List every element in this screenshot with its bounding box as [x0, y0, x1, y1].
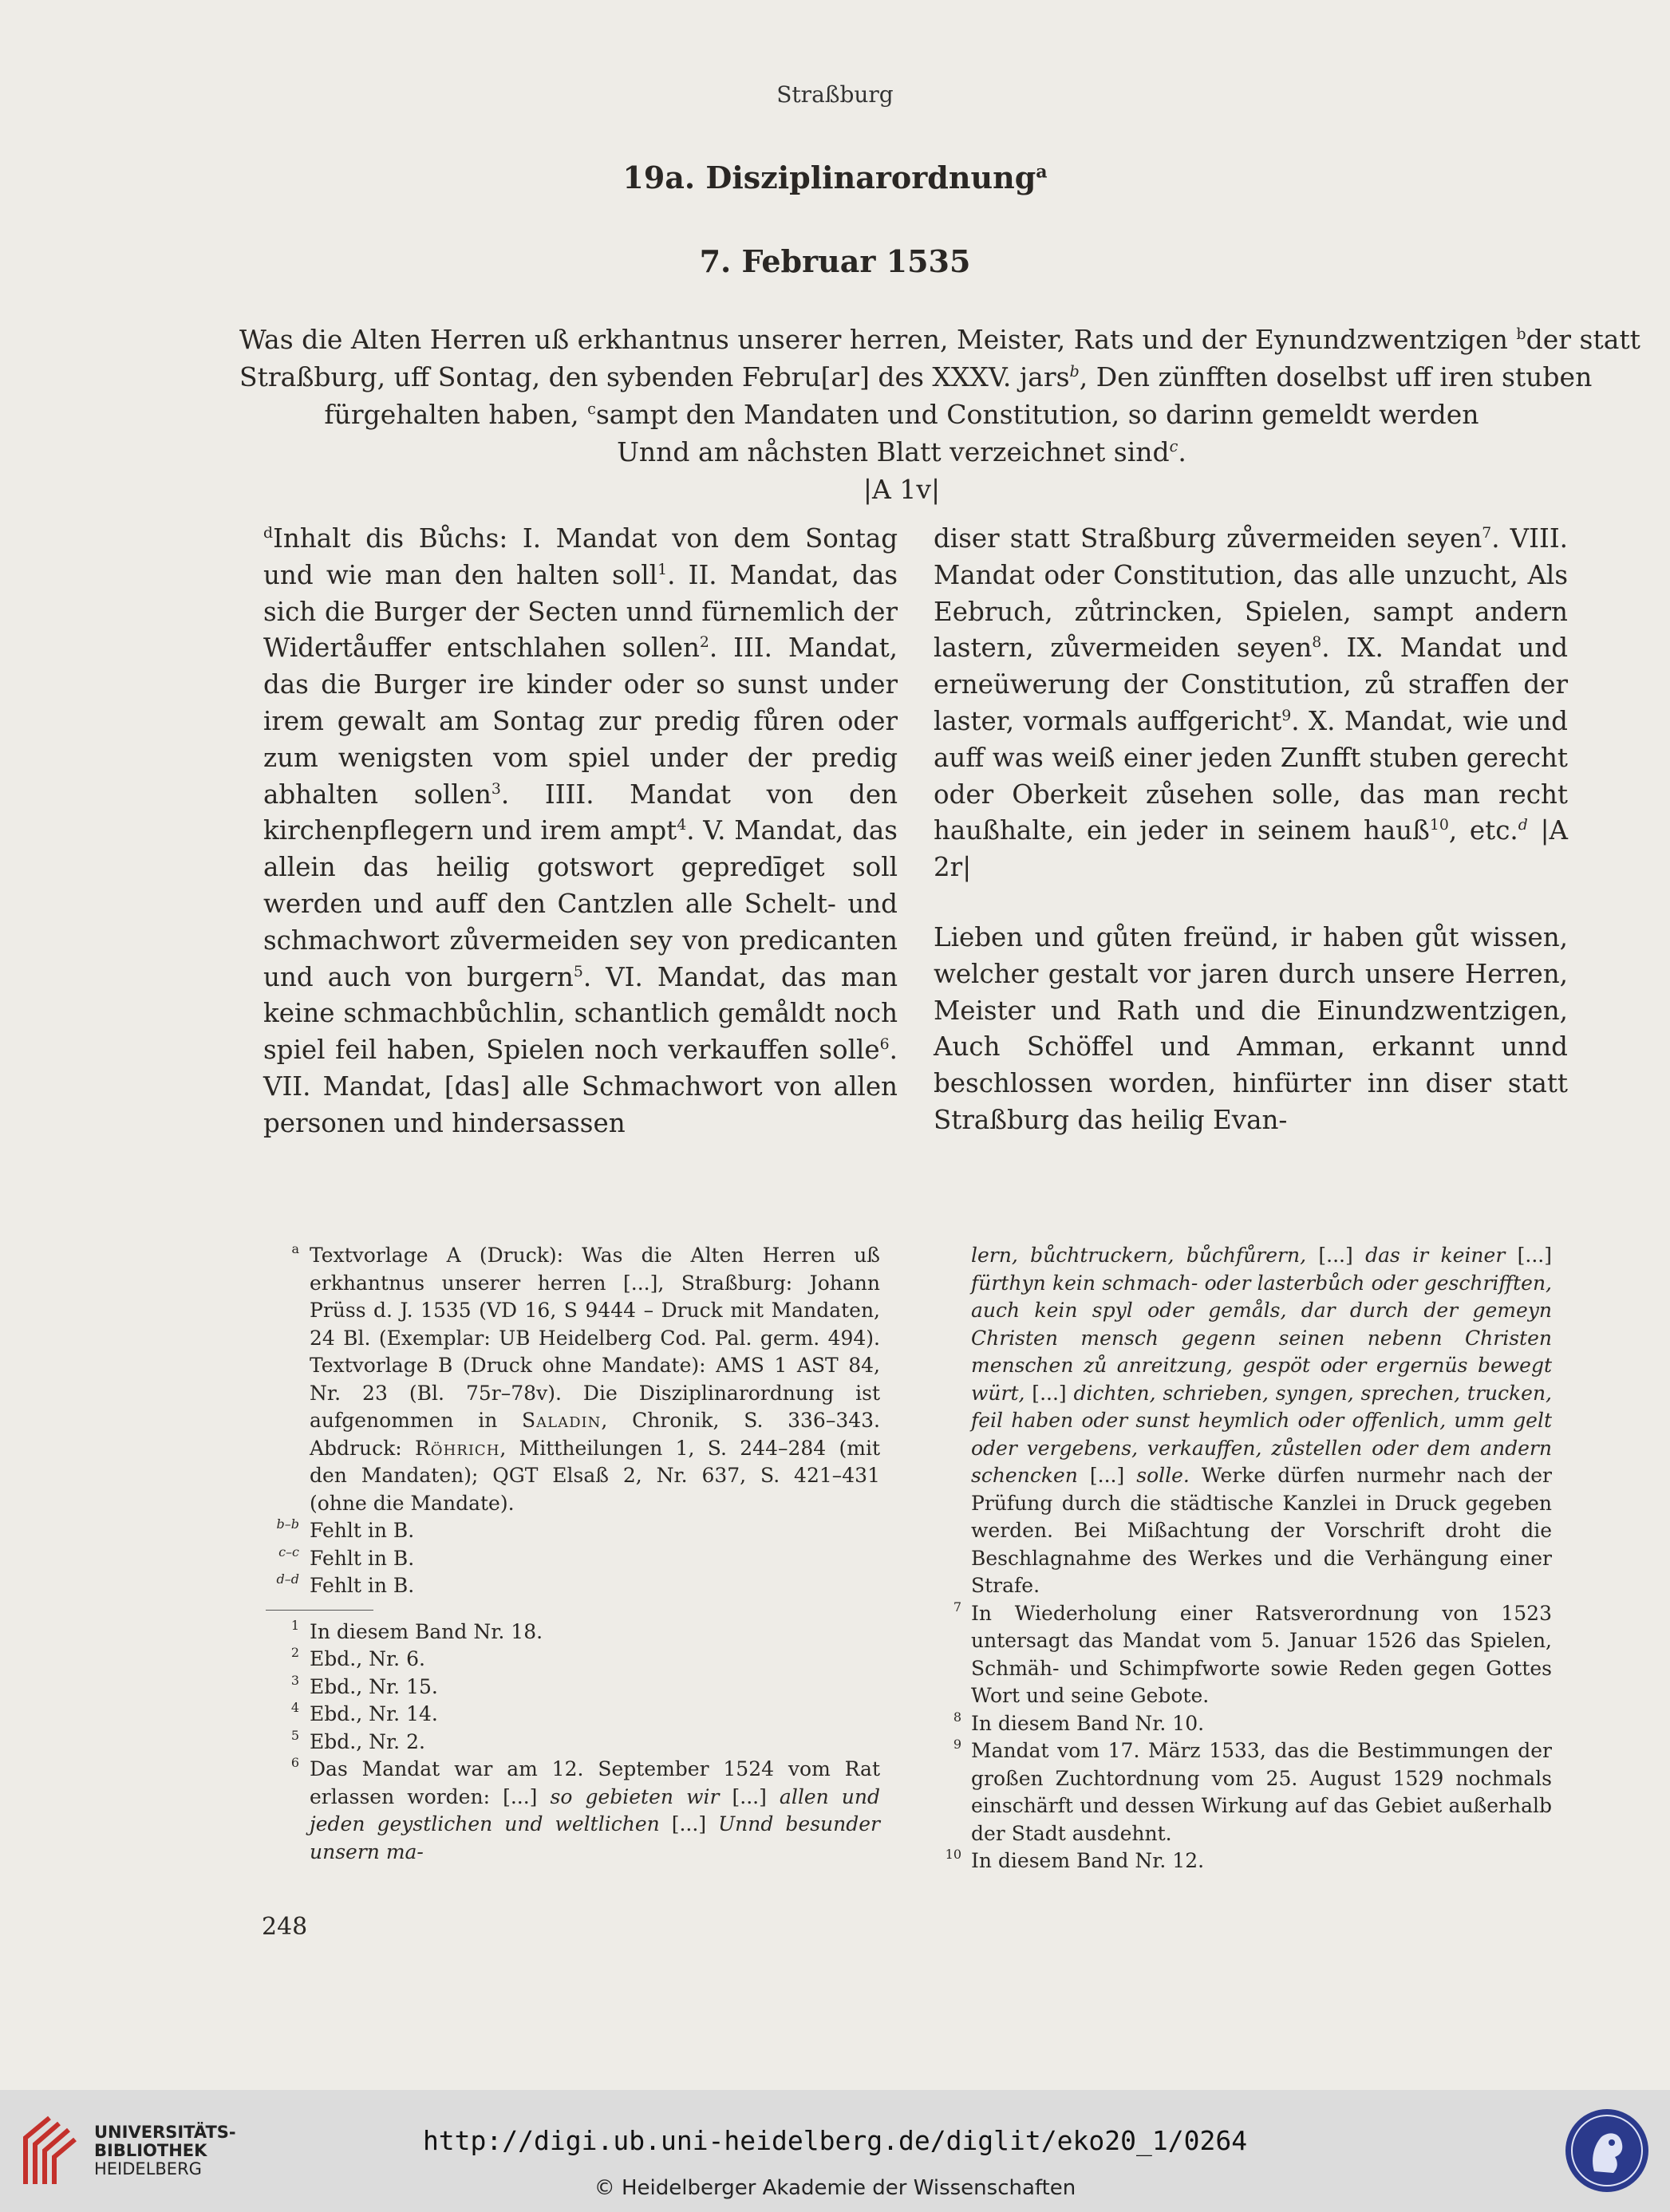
critical-note: [266, 1572, 880, 1600]
note-text: [...]: [659, 1812, 719, 1835]
body-text: . IIII. Mandat von den kirchenpflegern und irem ampt: [263, 779, 898, 846]
library-name-line: BIBLIOTHEK: [94, 2141, 207, 2160]
note-text: Ebd., Nr. 14.: [310, 1702, 438, 1725]
footnote-number: 5: [290, 1727, 299, 1743]
note-text: , Mittheilungen 1, S. 244–284 (mit den Mandaten); QGT Elsaß 2, Nr. 637, S. 421–431 (ohne die Mandate).: [310, 1436, 880, 1515]
footnote-number: 7: [953, 1599, 961, 1615]
footnote-ref: 3: [491, 780, 501, 798]
note-text: Ebd., Nr. 6.: [310, 1647, 425, 1670]
note-mark: d–d: [276, 1571, 299, 1587]
footnote-ref: 10: [1429, 817, 1449, 834]
intro-text: fürgehalten haben,: [324, 399, 588, 430]
footnote-number: 3: [290, 1672, 299, 1688]
footnote-ref: 1: [657, 561, 668, 578]
title-text: 19a. Disziplinarordnung: [622, 160, 1036, 195]
author-name: Röhrich: [414, 1436, 500, 1460]
footnote-ref: 9: [1281, 708, 1292, 725]
note-mark: c: [587, 400, 596, 418]
quote-text: allen und jeden geystlichen und weltlichen: [310, 1784, 880, 1835]
note-mark: c: [1169, 437, 1178, 455]
quote-text: das ir keiner: [1365, 1244, 1506, 1267]
critical-note: [266, 1242, 880, 1517]
footnote: [938, 1847, 1552, 1875]
quote-text: Unnd besunder unsern ma-: [310, 1812, 880, 1863]
quote-text: fürthyn kein schmach- oder lasterbůch oder geschrifften, auch kein spyl oder gemåls, dar durch der gemeyn Christen mensch gegenn seinen nebenn Christen menschen zů anreitzung, gespöt oder ergernüs bewegt würt,: [971, 1271, 1552, 1405]
body-text: diser statt Straßburg zůvermeiden seyen: [934, 523, 1482, 554]
note-text: , Chronik, S. 336–343. Abdruck:: [310, 1409, 880, 1460]
intro-text: sampt den Mandaten und Constitution, so darinn gemeldt werden: [595, 399, 1479, 430]
footnote-number: 8: [953, 1709, 961, 1725]
note-text: Textvorlage A (Druck): Was die Alten Herren uß erkhantnus unserer herren [...], Straßburg: Johann Prüss d. J. 1535 (VD 16, S 9444 – Druck mit Mandaten, 24 Bl. (Exemplar: UB Heidelberg Cod. Pal. germ. 494). Textvorlage B (Druck ohne Mandate): AMS 1 AST 84, Nr. 23 (Bl. 75r–78v). Die Disziplinarordnung ist aufgenommen in: [310, 1244, 880, 1432]
body-text: . III. Mandat, das die Burger ire kinder oder so sunst under irem gewalt am Sontag zur predig fůren oder zum wenigsten vom spiel under der predig abhalten sollen: [263, 633, 898, 810]
footnote-ref: 8: [1312, 634, 1322, 652]
note-text: Das Mandat war am 12. September 1524 vom Rat erlassen worden: [...]: [310, 1757, 880, 1808]
body-text: . II. Mandat, das sich die Burger der Secten unnd fürnemlich der Widertåuffer entschlahen sollen: [263, 559, 898, 664]
footnote: [266, 1619, 880, 1646]
note-text: Fehlt in B.: [310, 1574, 415, 1597]
footnote-ref: 5: [573, 963, 583, 980]
body-text: . X. Mandat, wie und auff was weiß einer jeden Zunfft stuben gerecht oder Oberkeit zůsehen solle, das man recht haußhalte, ein jeder in seinem hauß: [934, 705, 1568, 846]
note-text: Mandat vom 17. März 1533, das die Bestimmungen der großen Zuchtordnung vom 25. August 1529 nochmals einschärft und dessen Wirkung auf das Gebiet außerhalb der Stadt ausdehnt.: [971, 1739, 1552, 1845]
note-mark: d: [263, 525, 274, 542]
footnote: [266, 1701, 880, 1729]
quote-text: dichten, schrieben, syngen, sprechen, trucken, feil haben oder sunst heymlich oder offenlich, umm gelt oder vergebens, verkauffen, zůstellen oder dem andern schencken: [971, 1381, 1552, 1487]
footnotes-right: [938, 1242, 1552, 1875]
quote-text: lern, bůchtruckern, bůchfůrern,: [971, 1244, 1307, 1267]
body-paragraph: Lieben und gůten freünd, ir haben gůt wissen, welcher gestalt vor jaren durch unsere Herren, Meister und Rath und die Einundzwentzigen, Auch Schöffel und Amman, erkannt unnd beschlossen worden, hinfürter inn diser statt Straßburg das heilig Evan-: [934, 921, 1568, 1135]
copyright-notice: © Heidelberger Akademie der Wissenschaften: [594, 2176, 1076, 2200]
intro-line: [239, 321, 1640, 358]
title-note-mark: a: [1036, 161, 1048, 183]
note-mark: a: [291, 1241, 299, 1256]
intro-text: der statt: [1526, 324, 1640, 355]
intro-text: Was die Alten Herren uß erkhantnus unserer herren, Meister, Rats und der Eynundzwentzigen: [239, 324, 1517, 355]
note-mark: d: [1518, 817, 1528, 834]
note-text: [...]: [1306, 1244, 1366, 1267]
footnote: [266, 1756, 880, 1866]
critical-note: [266, 1545, 880, 1573]
intro-text: Straßburg, uff Sontag, den sybenden Febru[ar] des XXXV. jars: [239, 361, 1070, 392]
quote-text: so gebieten wir: [550, 1784, 720, 1808]
note-text: In diesem Band Nr. 12.: [971, 1849, 1205, 1872]
footnote-ref: 6: [879, 1036, 890, 1054]
note-text: Ebd., Nr. 2.: [310, 1729, 425, 1753]
footnote: [938, 1710, 1552, 1738]
library-name-line: UNIVERSITÄTS-: [94, 2123, 236, 2142]
note-text: In diesem Band Nr. 10.: [971, 1711, 1205, 1735]
body-text: . VI. Mandat, das man keine schmachbůchlin, schantlich gemåldt noch spiel feil haben, Spielen noch verkauffen solle: [263, 961, 898, 1066]
body-text: . VII. Mandat, [das] alle Schmachwort von allen personen und hindersassen: [263, 1035, 898, 1138]
note-text: Werke dürfen nurmehr nach der Prüfung durch die städtische Kanzlei in Druck gegeben werden. Bei Mißachtung der Vorschrift droht die Beschlagnahme des Werkes und die Verhängung einer Strafe.: [971, 1464, 1552, 1597]
document-date: 7. Februar 1535: [699, 243, 971, 279]
body-text: , etc.: [1448, 815, 1518, 846]
footnote-number: 2: [290, 1645, 299, 1660]
note-text: In diesem Band Nr. 18.: [310, 1619, 543, 1643]
footnote-ref: 7: [1482, 525, 1492, 542]
footnote-number: 9: [953, 1737, 961, 1752]
body-paragraph: [263, 521, 898, 1142]
viewer-footer-bar: [0, 2090, 1670, 2212]
note-mark: b: [1069, 362, 1080, 380]
footnote: [938, 1600, 1552, 1710]
note-text: [...]: [1505, 1244, 1552, 1267]
note-text: [...]: [1077, 1464, 1137, 1487]
footnote-continuation: [938, 1242, 1552, 1600]
intro-text: .: [1178, 436, 1186, 467]
intro-line: [239, 396, 1564, 433]
body-column-left: [263, 521, 898, 1142]
page-number: 248: [262, 1913, 308, 1941]
note-text: In Wiederholung einer Ratsverordnung von 1523 untersagt das Mandat vom 5. Januar 1526 das Spielen, Schmäh- und Schimpfworte sowie Reden gegen Gottes Wort und seine Gebote.: [971, 1601, 1552, 1707]
footnote: [266, 1646, 880, 1674]
running-head: Straßburg: [776, 81, 894, 108]
note-text: [...]: [719, 1784, 780, 1808]
note-mark: b–b: [276, 1516, 299, 1532]
footnote: [266, 1729, 880, 1757]
footnote-number: 1: [290, 1617, 299, 1633]
note-text: Fehlt in B.: [310, 1546, 415, 1570]
body-column-right: [934, 521, 1568, 1139]
body-text: . VIII. Mandat oder Constitution, das alle unzucht, Als Eebruch, zůtrincken, Spielen, sampt andern lastern, zůvermeiden seyen: [934, 523, 1568, 664]
note-mark: b: [1516, 325, 1526, 343]
library-name-line: HEIDELBERG: [94, 2159, 202, 2178]
footnote-number: 4: [290, 1700, 299, 1715]
footnote: [938, 1737, 1552, 1847]
footnote-ref: 4: [677, 817, 687, 834]
academy-seal-icon[interactable]: [1562, 2106, 1652, 2195]
body-text: Inhalt dis Bůchs: I. Mandat von dem Sontag und wie man den halten soll: [263, 523, 898, 590]
note-text: Ebd., Nr. 15.: [310, 1674, 438, 1698]
note-text: Fehlt in B.: [310, 1519, 415, 1542]
footnote-number: 10: [945, 1847, 961, 1862]
intro-text: , Den zünfften doselbst uff iren stuben: [1079, 361, 1593, 392]
quote-text: solle.: [1136, 1464, 1190, 1487]
author-name: Saladin: [522, 1409, 602, 1432]
footnotes-left: [266, 1242, 880, 1866]
intro-line: [239, 433, 1564, 471]
note-mark: c–c: [278, 1544, 299, 1559]
folio-marker: |A 2r|: [934, 815, 1568, 883]
body-text: . V. Mandat, das allein das heilig gotswort gepredīget soll werden und auff den Cantzlen alle Schelt- und schmachwort zůvermeiden sey von predicanten und auch von burgern: [263, 815, 898, 992]
body-paragraph: [934, 521, 1568, 886]
permalink-url[interactable]: http://digi.ub.uni-heidelberg.de/diglit/eko20_1/0264: [422, 2125, 1248, 2156]
intro-heading: [239, 321, 1640, 508]
footnote-number: 6: [290, 1755, 299, 1770]
footnote-ref: 2: [699, 634, 709, 652]
body-text: . IX. Mandat und erneüwerung der Constitution, zů straffen der laster, vormals auffgericht: [934, 633, 1568, 736]
footnote-separator: [266, 1610, 373, 1611]
intro-text: Unnd am nåchsten Blatt verzeichnet sind: [617, 436, 1170, 467]
note-text: [...]: [1025, 1381, 1074, 1405]
intro-line: [239, 358, 1593, 396]
document-title: [0, 160, 1670, 195]
footnote: [266, 1674, 880, 1701]
folio-marker: |A 1v|: [863, 474, 941, 505]
critical-note: [266, 1517, 880, 1545]
